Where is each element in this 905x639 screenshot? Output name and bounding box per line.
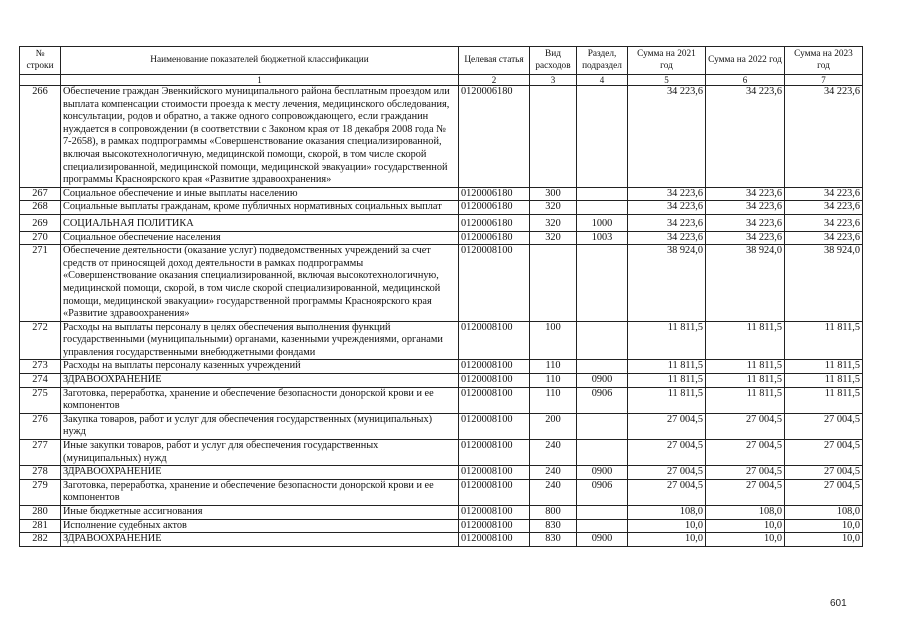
row-target-item: 0120008100 xyxy=(459,519,530,533)
row-sum-2023: 10,0 xyxy=(785,519,863,533)
row-sum-2023: 11 811,5 xyxy=(785,360,863,374)
header-sum-2022: Сумма на 2022 год xyxy=(706,47,785,75)
row-sum-2021: 27 004,5 xyxy=(628,413,706,439)
table-row xyxy=(20,479,863,505)
row-number: 267 xyxy=(20,187,61,201)
column-number: 6 xyxy=(706,75,785,86)
table-row xyxy=(20,187,863,201)
row-sum-2021: 27 004,5 xyxy=(628,479,706,505)
table-row xyxy=(20,321,863,360)
row-target-item: 0120008100 xyxy=(459,245,530,322)
row-name: Закупка товаров, работ и услуг для обеспечения государственных (муниципальных) нужд xyxy=(61,413,459,439)
row-target-item: 0120006180 xyxy=(459,214,530,231)
row-sum-2022: 34 223,6 xyxy=(706,187,785,201)
row-sum-2023: 34 223,6 xyxy=(785,187,863,201)
row-sum-2022: 34 223,6 xyxy=(706,214,785,231)
row-name: Заготовка, переработка, хранение и обеспечение безопасности донорской крови и ее компонентов xyxy=(61,479,459,505)
column-number: 2 xyxy=(459,75,530,86)
row-sum-2021: 11 811,5 xyxy=(628,321,706,360)
row-sum-2022: 108,0 xyxy=(706,506,785,520)
row-name: Расходы на выплаты персоналу в целях обеспечения выполнения функций государственными (муниципальными) органами, казенными учреждениями, органами управления государственными внебюджетными фондами xyxy=(61,321,459,360)
row-number: 274 xyxy=(20,374,61,388)
row-number: 281 xyxy=(20,519,61,533)
row-sum-2021: 34 223,6 xyxy=(628,231,706,245)
row-expense-type: 830 xyxy=(530,519,577,533)
row-name: Иные бюджетные ассигнования xyxy=(61,506,459,520)
row-expense-type: 240 xyxy=(530,440,577,466)
row-section: 0900 xyxy=(577,374,628,388)
row-number: 275 xyxy=(20,387,61,413)
row-sum-2021: 10,0 xyxy=(628,519,706,533)
row-sum-2022: 34 223,6 xyxy=(706,231,785,245)
row-section xyxy=(577,519,628,533)
table-row xyxy=(20,466,863,480)
row-sum-2023: 34 223,6 xyxy=(785,86,863,188)
budget-table xyxy=(19,46,863,547)
row-sum-2022: 10,0 xyxy=(706,519,785,533)
row-name: Социальное обеспечение населения xyxy=(61,231,459,245)
column-number: 3 xyxy=(530,75,577,86)
row-sum-2022: 34 223,6 xyxy=(706,86,785,188)
row-section xyxy=(577,360,628,374)
row-section: 1003 xyxy=(577,231,628,245)
row-target-item: 0120008100 xyxy=(459,533,530,547)
row-expense-type: 320 xyxy=(530,214,577,231)
page-number: 601 xyxy=(830,598,847,609)
header-sum-2021: Сумма на 2021 год xyxy=(628,47,706,75)
row-sum-2023: 34 223,6 xyxy=(785,214,863,231)
row-number: 270 xyxy=(20,231,61,245)
row-number: 272 xyxy=(20,321,61,360)
row-sum-2023: 10,0 xyxy=(785,533,863,547)
row-sum-2021: 34 223,6 xyxy=(628,86,706,188)
row-section xyxy=(577,245,628,322)
table-row xyxy=(20,201,863,215)
row-section xyxy=(577,440,628,466)
table-row xyxy=(20,506,863,520)
table-row xyxy=(20,86,863,188)
row-sum-2022: 11 811,5 xyxy=(706,387,785,413)
column-number-row xyxy=(20,75,863,86)
row-number: 280 xyxy=(20,506,61,520)
row-section xyxy=(577,413,628,439)
row-expense-type: 110 xyxy=(530,374,577,388)
row-sum-2022: 27 004,5 xyxy=(706,466,785,480)
row-sum-2021: 34 223,6 xyxy=(628,201,706,215)
row-expense-type: 240 xyxy=(530,479,577,505)
header-section: Раздел, подраздел xyxy=(577,47,628,75)
row-target-item: 0120008100 xyxy=(459,440,530,466)
row-target-item: 0120006180 xyxy=(459,187,530,201)
row-number: 278 xyxy=(20,466,61,480)
row-sum-2021: 11 811,5 xyxy=(628,387,706,413)
row-sum-2022: 11 811,5 xyxy=(706,360,785,374)
row-sum-2023: 34 223,6 xyxy=(785,201,863,215)
row-name: Социальные выплаты гражданам, кроме публичных нормативных социальных выплат xyxy=(61,201,459,215)
table-row xyxy=(20,440,863,466)
row-name: ЗДРАВООХРАНЕНИЕ xyxy=(61,466,459,480)
header-name: Наименование показателей бюджетной классификации xyxy=(61,47,459,75)
row-expense-type: 830 xyxy=(530,533,577,547)
row-section xyxy=(577,201,628,215)
row-name: Иные закупки товаров, работ и услуг для обеспечения государственных (муниципальных) нужд xyxy=(61,440,459,466)
row-name: ЗДРАВООХРАНЕНИЕ xyxy=(61,533,459,547)
row-sum-2022: 34 223,6 xyxy=(706,201,785,215)
row-sum-2021: 10,0 xyxy=(628,533,706,547)
table-row xyxy=(20,374,863,388)
row-sum-2022: 27 004,5 xyxy=(706,413,785,439)
column-number: 4 xyxy=(577,75,628,86)
row-number: 277 xyxy=(20,440,61,466)
header-target-item: Целевая статья xyxy=(459,47,530,75)
header-row xyxy=(20,47,863,75)
row-expense-type: 100 xyxy=(530,321,577,360)
row-sum-2021: 11 811,5 xyxy=(628,360,706,374)
row-expense-type: 110 xyxy=(530,387,577,413)
row-name: СОЦИАЛЬНАЯ ПОЛИТИКА xyxy=(61,214,459,231)
row-sum-2022: 38 924,0 xyxy=(706,245,785,322)
row-sum-2023: 11 811,5 xyxy=(785,321,863,360)
row-target-item: 0120008100 xyxy=(459,466,530,480)
row-number: 279 xyxy=(20,479,61,505)
row-sum-2021: 27 004,5 xyxy=(628,440,706,466)
row-number: 269 xyxy=(20,214,61,231)
row-section xyxy=(577,86,628,188)
row-name: Исполнение судебных актов xyxy=(61,519,459,533)
row-sum-2023: 11 811,5 xyxy=(785,387,863,413)
row-target-item: 0120008100 xyxy=(459,506,530,520)
row-name: Обеспечение деятельности (оказание услуг) подведомственных учреждений за счет средств от приносящей доход деятельности в рамках подпрограммы «Совершенствование оказания специализированной, включая высокотехнологичную, медицинской помощи, скорой, в том числе скорой специализированной, медицинской помощи, медицинской эвакуации» государственной программы Красноярского края «Развитие здравоохранения» xyxy=(61,245,459,322)
row-target-item: 0120008100 xyxy=(459,321,530,360)
column-number xyxy=(20,75,61,86)
row-expense-type: 300 xyxy=(530,187,577,201)
row-section xyxy=(577,506,628,520)
row-number: 266 xyxy=(20,86,61,188)
row-expense-type xyxy=(530,86,577,188)
table-row xyxy=(20,533,863,547)
column-number: 7 xyxy=(785,75,863,86)
row-name: Заготовка, переработка, хранение и обеспечение безопасности донорской крови и ее компонентов xyxy=(61,387,459,413)
row-section xyxy=(577,187,628,201)
table-row xyxy=(20,413,863,439)
table-row xyxy=(20,245,863,322)
row-expense-type: 110 xyxy=(530,360,577,374)
row-sum-2021: 11 811,5 xyxy=(628,374,706,388)
row-expense-type: 320 xyxy=(530,201,577,215)
row-number: 273 xyxy=(20,360,61,374)
row-target-item: 0120006180 xyxy=(459,201,530,215)
row-target-item: 0120008100 xyxy=(459,360,530,374)
row-sum-2023: 11 811,5 xyxy=(785,374,863,388)
row-expense-type: 800 xyxy=(530,506,577,520)
header-row-number: № строки xyxy=(20,47,61,75)
row-expense-type: 240 xyxy=(530,466,577,480)
row-sum-2022: 27 004,5 xyxy=(706,479,785,505)
table-body xyxy=(20,86,863,547)
row-sum-2023: 38 924,0 xyxy=(785,245,863,322)
row-target-item: 0120006180 xyxy=(459,231,530,245)
row-section: 0900 xyxy=(577,466,628,480)
row-number: 276 xyxy=(20,413,61,439)
row-target-item: 0120008100 xyxy=(459,374,530,388)
row-section: 1000 xyxy=(577,214,628,231)
row-expense-type: 200 xyxy=(530,413,577,439)
row-target-item: 0120006180 xyxy=(459,86,530,188)
row-name: Расходы на выплаты персоналу казенных учреждений xyxy=(61,360,459,374)
table-row xyxy=(20,519,863,533)
row-sum-2023: 108,0 xyxy=(785,506,863,520)
row-sum-2021: 34 223,6 xyxy=(628,214,706,231)
column-number: 5 xyxy=(628,75,706,86)
row-sum-2021: 34 223,6 xyxy=(628,187,706,201)
row-expense-type: 320 xyxy=(530,231,577,245)
row-sum-2023: 27 004,5 xyxy=(785,466,863,480)
row-name: Социальное обеспечение и иные выплаты населению xyxy=(61,187,459,201)
row-target-item: 0120008100 xyxy=(459,413,530,439)
table-row xyxy=(20,231,863,245)
row-sum-2023: 27 004,5 xyxy=(785,440,863,466)
row-sum-2022: 11 811,5 xyxy=(706,374,785,388)
row-number: 268 xyxy=(20,201,61,215)
row-section: 0906 xyxy=(577,479,628,505)
row-sum-2021: 38 924,0 xyxy=(628,245,706,322)
row-sum-2023: 27 004,5 xyxy=(785,413,863,439)
row-sum-2022: 10,0 xyxy=(706,533,785,547)
table-row xyxy=(20,214,863,231)
row-number: 282 xyxy=(20,533,61,547)
row-section: 0900 xyxy=(577,533,628,547)
header-sum-2023: Сумма на 2023 год xyxy=(785,47,863,75)
row-number: 271 xyxy=(20,245,61,322)
row-section: 0906 xyxy=(577,387,628,413)
row-name: ЗДРАВООХРАНЕНИЕ xyxy=(61,374,459,388)
column-number: 1 xyxy=(61,75,459,86)
table-row xyxy=(20,387,863,413)
table-row xyxy=(20,360,863,374)
row-sum-2023: 27 004,5 xyxy=(785,479,863,505)
row-sum-2021: 108,0 xyxy=(628,506,706,520)
header-expense-type: Вид расходов xyxy=(530,47,577,75)
row-name: Обеспечение граждан Эвенкийского муниципального района бесплатным проездом или выплата компенсации стоимости проезда к месту лечения, медицинского обследования, консультации, родов и обратно, а также одного сопровождающего, если гражданин нуждается в сопровождении (в соответствии с Законом края от 18 декабря 2008 года № 7-2658), в рамках подпрограммы «Совершенствование оказания специализированной, включая высокотехнологичную, медицинской помощи, скорой, в том числе скорой специализированной, медицинской помощи, медицинской эвакуации» государственной программы Красноярского края «Развитие здравоохранения» xyxy=(61,86,459,188)
row-sum-2023: 34 223,6 xyxy=(785,231,863,245)
row-expense-type xyxy=(530,245,577,322)
row-sum-2022: 27 004,5 xyxy=(706,440,785,466)
row-target-item: 0120008100 xyxy=(459,479,530,505)
row-target-item: 0120008100 xyxy=(459,387,530,413)
row-sum-2021: 27 004,5 xyxy=(628,466,706,480)
row-section xyxy=(577,321,628,360)
row-sum-2022: 11 811,5 xyxy=(706,321,785,360)
